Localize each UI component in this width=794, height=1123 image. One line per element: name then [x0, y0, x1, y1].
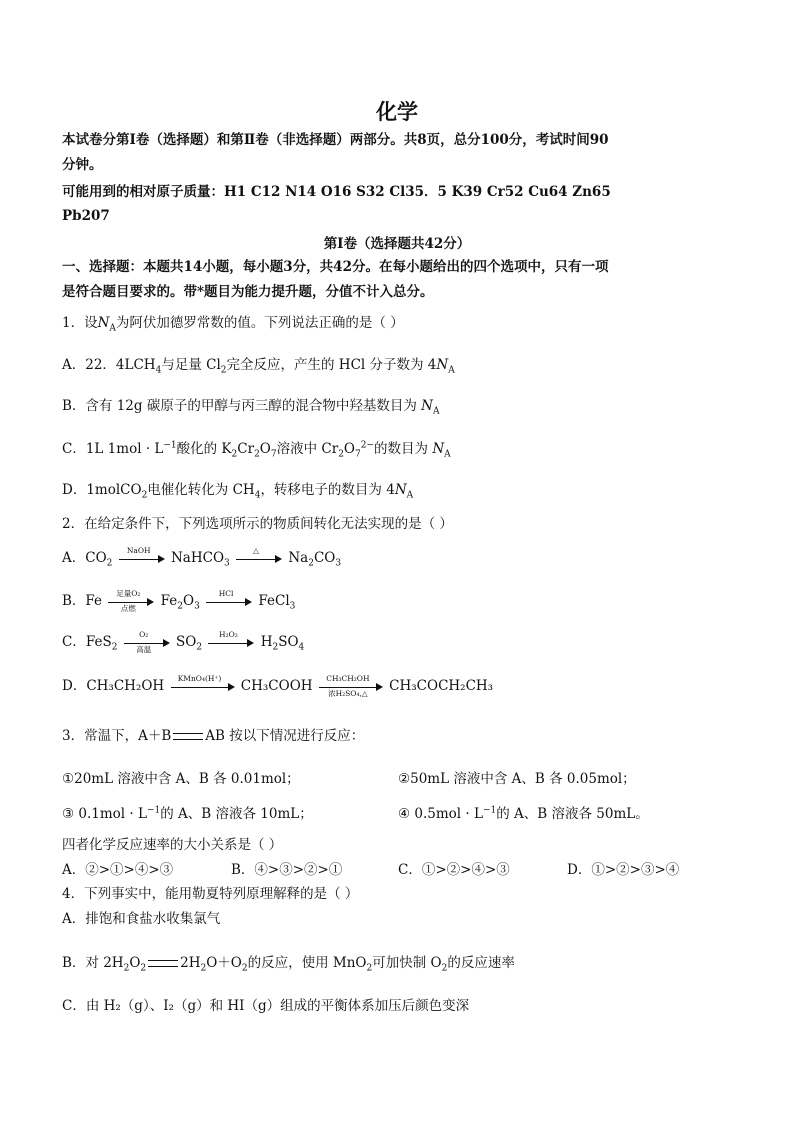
q1-stem: 1．设$N_A$为阿伏加德罗常数的值。下列说法正确的是（ ） [62, 315, 404, 334]
reaction-arrow: NaOH [119, 552, 165, 566]
q3-option-a[interactable]: A．②>①>④>③ [62, 862, 174, 878]
section-instruction-1: 一、选择题：本题共14小题，每小题3分，共42分。在每小题给出的四个选项中，只有一项 [62, 259, 609, 275]
intro-line-1: 本试卷分第Ⅰ卷（选择题）和第Ⅱ卷（非选择题）两部分。共8页，总分100分，考试时间90 [62, 132, 609, 148]
q4-option-a[interactable]: A．排饱和食盐水收集氯气 [62, 911, 221, 927]
q2-option-c[interactable]: C．FeS$_2$ O₂ 高温 $SO_2$ H₂O₂ $H_2SO_4$ [62, 629, 305, 654]
section-instruction-2: 是符合题目要求的。带*题目为能力提升题，分值不计入总分。 [62, 284, 434, 300]
reaction-arrow: O₂ 高温 [124, 636, 170, 650]
reaction-arrow: KMnO₄(H⁺) [171, 680, 235, 694]
q4-stem: 4．下列事实中，能用勒夏特列原理解释的是（ ） [62, 886, 359, 902]
q3-question: 四者化学反应速率的大小关系是（ ） [62, 837, 283, 853]
q3-condition-4: ④ $0.5mol \cdot L^{-1}$的 A、B 溶液各 50mL。 [398, 805, 649, 822]
equals-sign [148, 960, 178, 967]
q3-option-c[interactable]: C．①>②>④>③ [398, 862, 510, 878]
intro-line-2: 分钟。 [62, 157, 103, 173]
q1-option-d[interactable]: D．1molCO$_2$电催化转化为 $CH_4$，转移电子的数目为 $4N_A$ [62, 482, 414, 501]
q3-condition-2: ②50mL 溶液中含 A、B 各 0.05mol； [398, 771, 636, 787]
q3-option-b[interactable]: B．④>③>②>① [231, 862, 343, 878]
reaction-arrow: HCl [206, 595, 252, 609]
q4-option-c[interactable]: C．由 H₂（g）、I₂（g）和 HI（g）组成的平衡体系加压后颜色变深 [62, 998, 470, 1014]
q2-option-a[interactable]: A．$CO_2$ NaOH NaHCO$_3$ △ $Na_2CO_3$ [62, 545, 342, 569]
equals-sign [173, 733, 203, 740]
reaction-arrow: H₂O₂ [208, 636, 254, 650]
q1-option-b[interactable]: B．含有 12g 碳原子的甲醇与丙三醇的混合物中羟基数目为 $N_A$ [62, 398, 440, 417]
section-heading: 第Ⅰ卷（选择题共42分） [323, 236, 471, 252]
reaction-arrow: CH₃CH₂OH 浓H₂SO₄,△ [319, 680, 383, 694]
page-title: 化学 [376, 99, 418, 124]
q1-option-a[interactable]: A．22．$4LCH_4$与足量 $Cl_2$完全反应，产生的 HCl 分子数为 $4N_A$ [62, 357, 455, 376]
q3-option-d[interactable]: D．①>②>③>④ [567, 862, 680, 878]
reaction-arrow: △ [236, 552, 282, 566]
q2-stem: 2．在给定条件下，下列选项所示的物质间转化无法实现的是（ ） [62, 516, 453, 532]
q3-condition-3: ③ $0.1mol \cdot L^{-1}$的 A、B 溶液各 10mL； [62, 805, 313, 822]
q4-option-b[interactable]: B．对 $2H_2O_2$ $2H_2O+O_2$的反应，使用 MnO$_2$可加快制 $O_2$的反应速率 [62, 955, 515, 974]
q3-stem: 3．常温下，A＋B AB 按以下情况进行反应： [62, 728, 365, 744]
q1-option-c[interactable]: C．1L $1mol \cdot L^{-1}$酸化的 $K_2Cr_2O_7$溶液中 $Cr_2O_7^{2-}$的数目为 $N_A$ [62, 440, 451, 460]
atomic-mass-line: 可能用到的相对原子质量：H1 C12 N14 O16 S32 Cl35．5 K39 Cr52 Cu64 Zn65 [62, 184, 611, 200]
atomic-mass-line-2: Pb207 [62, 208, 110, 224]
q2-option-b[interactable]: B．Fe 足量O₂ 点燃 $Fe_2O_3$ HCl FeCl$_3$ [62, 588, 296, 613]
q2-option-d[interactable]: D．CH₃CH₂OH KMnO₄(H⁺) CH₃COOH CH₃CH₂OH 浓H₂SO₄,△ CH₃COCH₂CH₃ [62, 673, 494, 698]
q3-condition-1: ①20mL 溶液中含 A、B 各 0.01mol； [62, 771, 300, 787]
reaction-arrow: 足量O₂ 点燃 [108, 595, 154, 609]
